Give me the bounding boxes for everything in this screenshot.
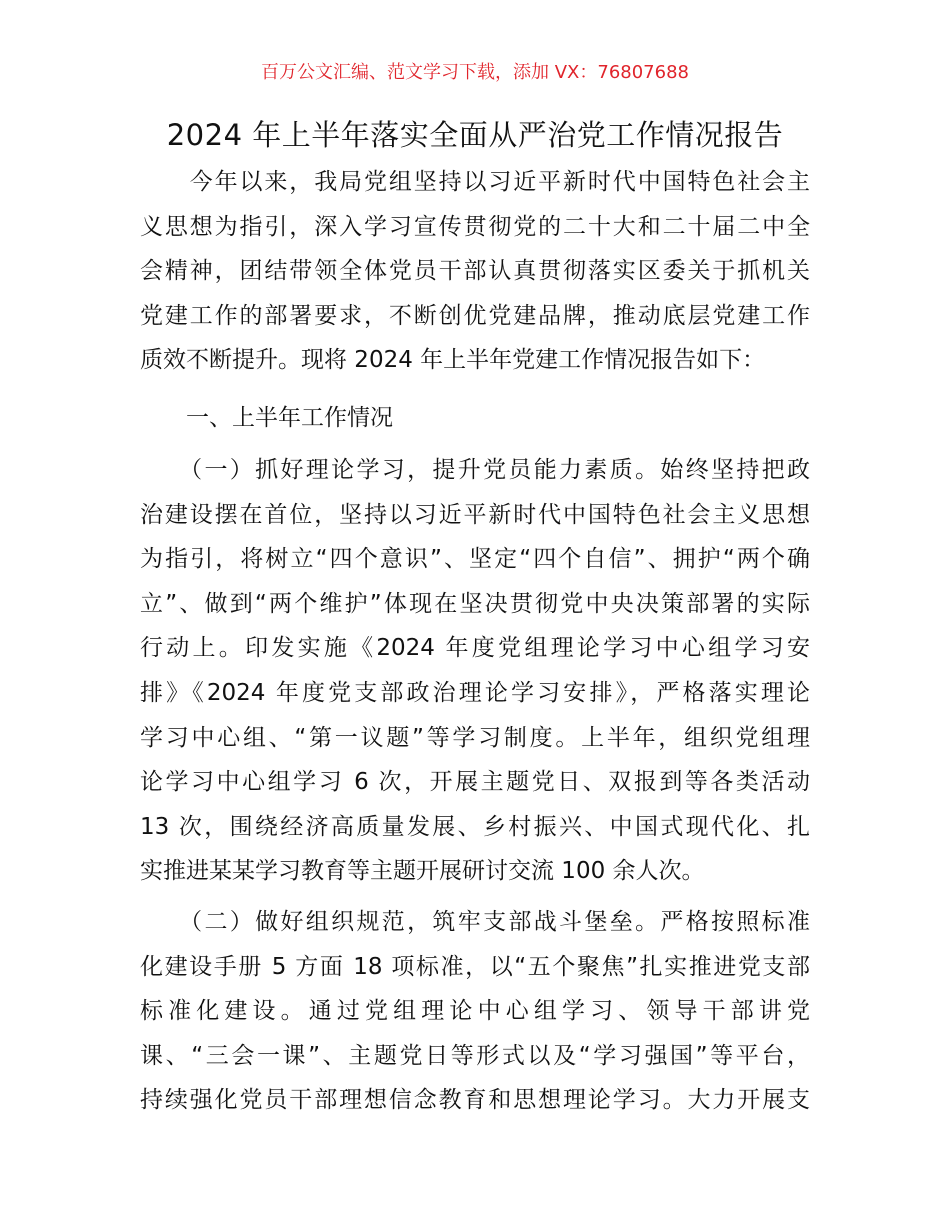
paragraph-line: 课、“三会一课”、主题党日等形式以及“学习强国”等平台，	[140, 1042, 810, 1069]
paragraph-line: 13 次，围绕经济高质量发展、乡村振兴、中国式现代化、扎	[140, 813, 810, 840]
paragraph-line: 标准化建设。通过党组理论中心组学习、领导干部讲党	[140, 998, 810, 1025]
paragraph-line: 持续强化党员干部理想信念教育和思想理论学习。大力开展支	[140, 1087, 810, 1114]
paragraph-line: 为指引，将树立“四个意识”、坚定“四个自信”、拥护“两个确	[140, 546, 810, 573]
paragraph-line: 排》《2024 年度党支部政治理论学习安排》，严格落实理论	[140, 680, 810, 706]
paragraph-line: （一）抓好理论学习，提升党员能力素质。始终坚持把政	[140, 457, 810, 483]
paragraph-line: 论学习中心组学习 6 次，开展主题党日、双报到等各类活动	[140, 769, 810, 796]
paragraph-line: 化建设手册 5 方面 18 项标准，以“五个聚焦”扎实推进党支部	[140, 953, 810, 980]
paragraph-line: （二）做好组织规范，筑牢支部战斗堡垒。严格按照标准	[140, 909, 810, 935]
paragraph-line: 立”、做到“两个维护”体现在坚决贯彻党中央决策部署的实际	[140, 590, 810, 617]
paragraph-line: 质效不断提升。现将 2024 年上半年党建工作情况报告如下：	[140, 347, 766, 374]
paragraph-line: 会精神，团结带领全体党员干部认真贯彻落实区委关于抓机关	[140, 258, 810, 285]
document-title: 2024 年上半年落实全面从严治党工作情况报告	[166, 118, 784, 152]
paragraph-line: 实推进某某学习教育等主题开展研讨交流 100 余人次。	[140, 858, 705, 885]
watermark-header: 百万公文汇编、范文学习下载，添加 VX：76807688	[261, 62, 689, 83]
paragraph-line: 党建工作的部署要求，不断创优党建品牌，推动底层党建工作	[140, 302, 810, 329]
section-heading: 一、上半年工作情况	[140, 405, 393, 431]
paragraph-line: 行动上。印发实施《2024 年度党组理论学习中心组学习安	[140, 635, 810, 662]
paragraph-line: 学习中心组、“第一议题”等学习制度。上半年，组织党组理	[140, 724, 810, 751]
paragraph-line: 义思想为指引，深入学习宣传贯彻党的二十大和二十届二中全	[140, 213, 810, 240]
paragraph-line: 治建设摆在首位，坚持以习近平新时代中国特色社会主义思想	[140, 501, 810, 528]
paragraph-line: 今年以来，我局党组坚持以习近平新时代中国特色社会主	[140, 169, 810, 195]
